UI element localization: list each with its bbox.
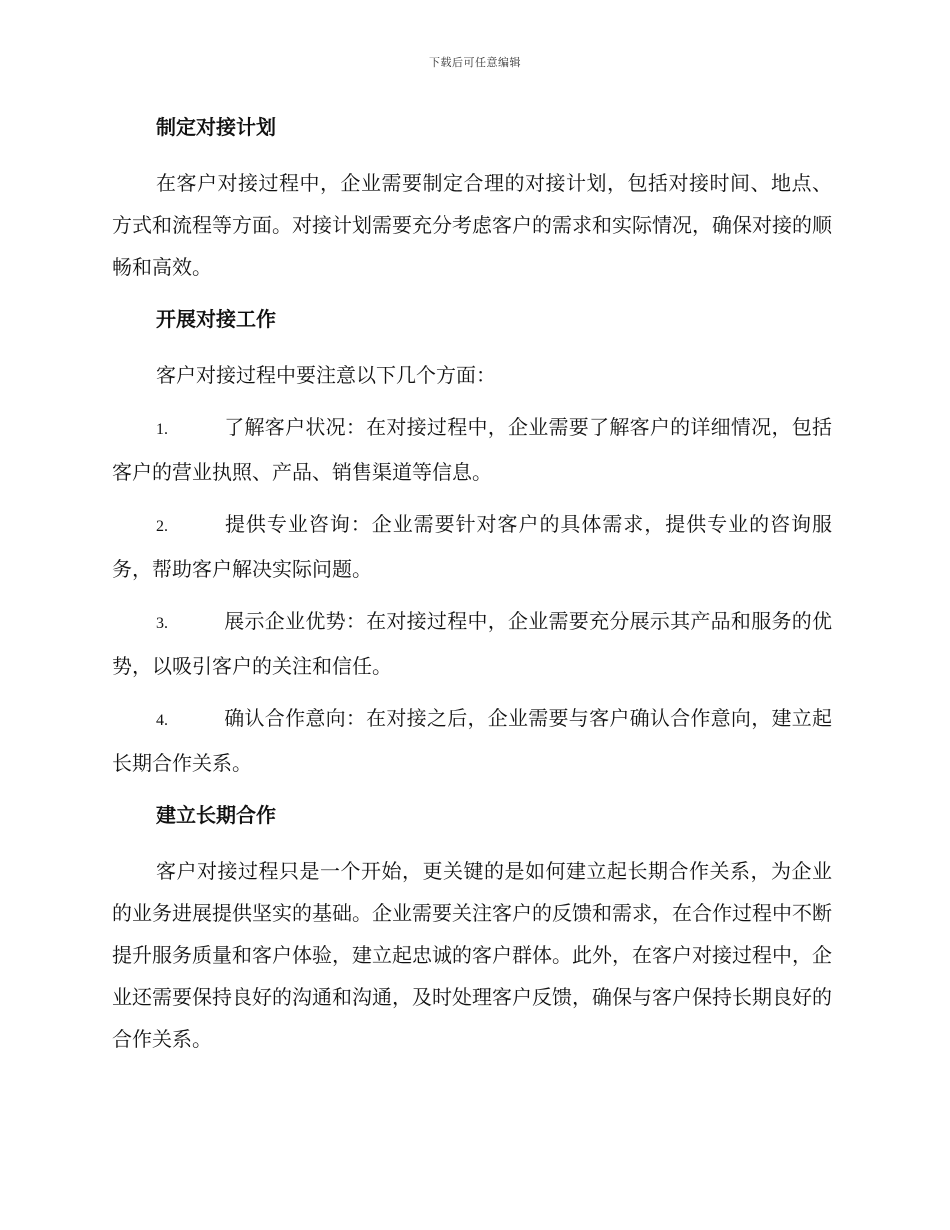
list-item-number: 4. bbox=[156, 712, 168, 729]
document-body bbox=[112, 110, 832, 1070]
list-item-text: 确认合作意向：在对接之后，企业需要与客户确认合作意向，建立起长期合作关系。 bbox=[112, 706, 832, 775]
list-item-text: 提供专业咨询：企业需要针对客户的具体需求，提供专业的咨询服务，帮助客户解决实际问题。 bbox=[112, 512, 832, 581]
list-item bbox=[112, 503, 832, 590]
list-item bbox=[112, 697, 832, 784]
list-item-number: 3. bbox=[156, 615, 168, 632]
section-plan-paragraph: 在客户对接过程中，企业需要制定合理的对接计划，包括对接时间、地点、方式和流程等方面。对接计划需要充分考虑客户的需求和实际情况，确保对接的顺畅和高效。 bbox=[112, 171, 832, 279]
list-item-number: 1. bbox=[156, 421, 168, 438]
section-heading-cooperation: 建立长期合作 bbox=[156, 803, 276, 827]
section-cooperation-paragraph: 客户对接过程只是一个开始，更关键的是如何建立起长期合作关系，为企业的业务进展提供坚实的基础。企业需要关注客户的反馈和需求，在合作过程中不断提升服务质量和客户体验，建立起忠诚的客户群体。此外，在客户对接过程中，企业还需要保持良好的沟通和沟通，及时处理客户反馈，确保与客户保持长期良好的合作关系。 bbox=[112, 859, 832, 1051]
list-item-text: 展示企业优势：在对接过程中，企业需要充分展示其产品和服务的优势，以吸引客户的关注和信任。 bbox=[112, 609, 832, 678]
list-item-number: 2. bbox=[156, 518, 168, 535]
section-work-intro: 客户对接过程中要注意以下几个方面： bbox=[156, 363, 496, 387]
list-item bbox=[112, 600, 832, 687]
list-item-text: 了解客户状况：在对接过程中，企业需要了解客户的详细情况，包括客户的营业执照、产品、销售渠道等信息。 bbox=[112, 415, 832, 484]
list-item bbox=[112, 406, 832, 493]
page-header: 下载后可任意编辑 bbox=[429, 56, 521, 69]
section-heading-plan: 制定对接计划 bbox=[156, 115, 276, 139]
section-heading-work: 开展对接工作 bbox=[156, 307, 276, 331]
